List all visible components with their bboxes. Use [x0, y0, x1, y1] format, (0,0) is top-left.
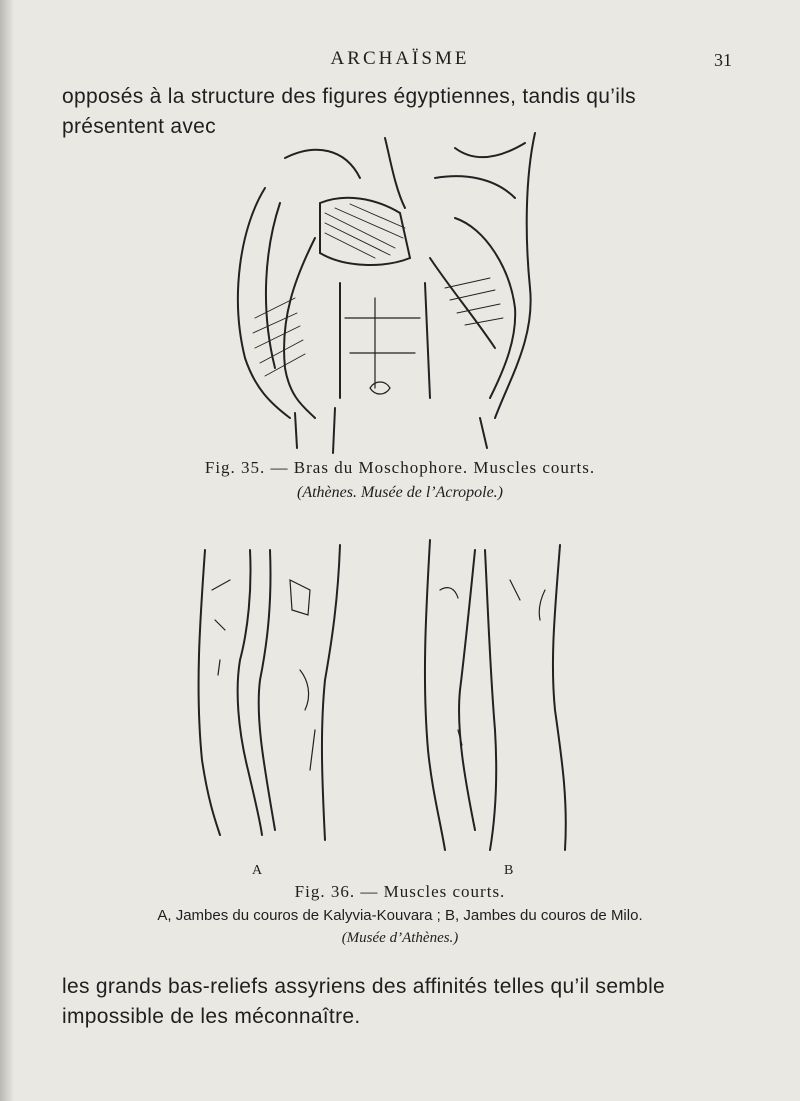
running-title: ARCHAÏSME: [330, 48, 470, 69]
kouros-legs-illustration: [190, 530, 590, 860]
figure35-caption: Fig. 35. — Bras du Moschophore. Muscles courts.: [204, 458, 596, 477]
paragraph-bottom: les grands bas-reliefs assyriens des affinités telles qu’il semble impossible de les méconnaître.: [62, 975, 666, 1028]
figure36-label-b: B: [504, 863, 514, 878]
figure36-source: (Musée d’Athènes.): [341, 930, 459, 946]
moschophore-arms-illustration: [225, 118, 565, 458]
figure36-caption: Fig. 36. — Muscles courts.: [294, 882, 506, 901]
paragraph-top: opposés à la structure des figures égyptiennes, tandis qu’ils présentent avec: [62, 85, 636, 138]
page-number: 31: [714, 50, 732, 70]
figure36-description: A, Jambes du couros de Kalyvia-Kouvara ; B, Jambes du couros de Milo.: [157, 907, 643, 924]
figure35-source: (Athènes. Musée de l’Acropole.): [297, 484, 503, 501]
figure36-label-a: A: [252, 863, 263, 878]
